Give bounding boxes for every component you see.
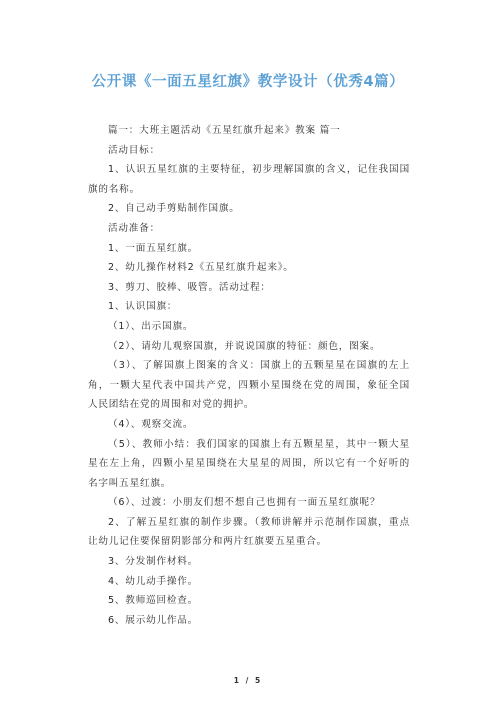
paragraph: 3、分发制作材料。 [108,556,199,568]
paragraph: 1、一面五星红旗。 [108,242,199,254]
paragraph: 1、认识五星红旗的主要特征，初步理解国旗的含义，记住我国国旗的名称。 [88,164,410,195]
paragraph: （5）、教师小结：我们国家的国旗上有五颗星星，其中一颗大星星在左上角，四颗小星星围绕在大星星的周围，所以它有一个好听的名字叫五星红旗。 [88,438,410,489]
paragraph: （1）、出示国旗。 [108,320,194,332]
paragraph: （4）、观察交流。 [108,418,194,430]
document-body [88,121,410,630]
paragraph: （6）、过渡：小朋友们想不想自己也拥有一面五星红旗呢？ [108,497,381,509]
paragraph: 5、教师巡回检查。 [108,595,199,607]
paragraph: 4、幼儿动手操作。 [108,575,199,587]
paragraph: 活动目标： [108,144,160,156]
paragraph: 活动准备： [108,222,160,234]
paragraph: 2、了解五星红旗的制作步骤。（教师讲解并示范制作国旗，重点让幼儿记住要保留阴影部分和两片红旗要五星重合。 [88,516,410,548]
paragraph: 2、自己动手剪贴制作国旗。 [108,203,240,215]
paragraph: 1、认识国旗： [108,301,178,313]
paragraph: （2）、请幼儿观察国旗，并说说国旗的特征：颜色，图案。 [108,340,381,352]
paragraph: 6、展示幼儿作品。 [108,614,199,626]
paragraph: 2、幼儿操作材料2《五星红旗升起来》。 [108,262,294,274]
paragraph: 3、剪刀、胶棒、吸管。活动过程： [108,281,271,293]
paragraph: 篇一：大班主题活动《五星红旗升起来》教案 篇一 [108,125,341,136]
paragraph: （3）、了解国旗上图案的含义：国旗上的五颗星星在国旗的左上角，一颗大星代表中国共产党，四颗小星围绕在党的周围，象征全国人民团结在党的周围和对党的拥护。 [88,360,410,411]
page-number: 1 / 5 [233,676,263,685]
document-title: 公开课《一面五星红旗》教学设计（优秀4篇） [91,74,405,90]
